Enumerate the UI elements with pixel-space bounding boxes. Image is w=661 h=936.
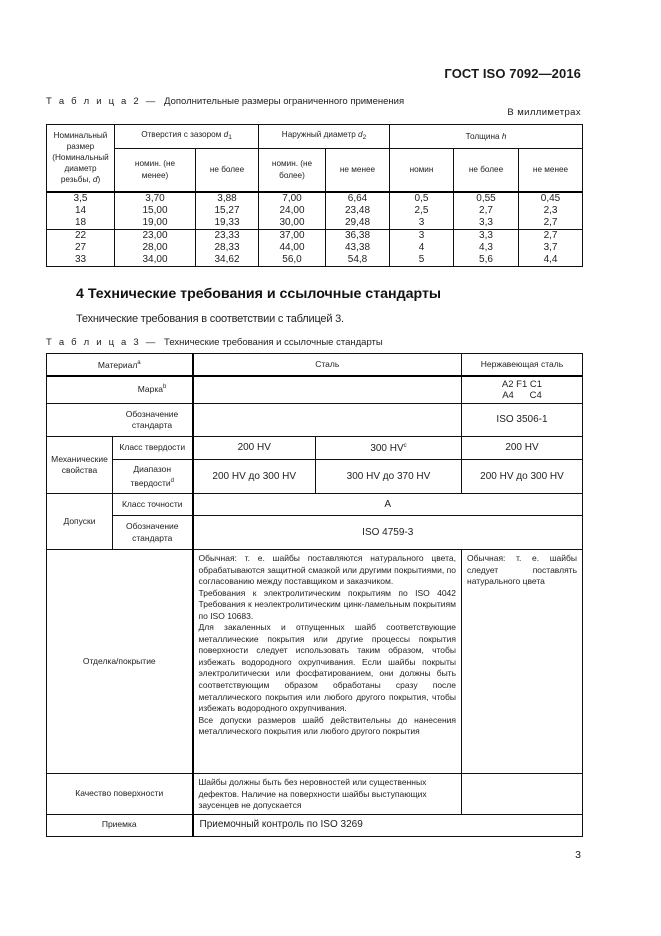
value: 0,45 <box>540 192 561 204</box>
value: 3,3 <box>479 216 493 228</box>
value: 5,6 <box>479 253 493 265</box>
hardness-class-steel-200: 200 HV <box>193 437 316 460</box>
value: 44,00 <box>279 241 305 253</box>
footnote-c: c <box>403 443 407 450</box>
cell-thickness-min <box>519 229 583 266</box>
subheader-hole-nominal: номин. (не менее) <box>115 149 196 192</box>
value: 37,00 <box>279 229 305 241</box>
header-material <box>47 354 193 376</box>
header-outer-text: Наружный диаметр <box>281 130 356 140</box>
value: 0,55 <box>476 192 496 204</box>
value: 24,00 <box>279 204 305 216</box>
header-hole-clearance <box>115 125 259 149</box>
header-thickness <box>390 125 583 149</box>
finish-stainless: Обычная: т. е. шайбы следует поставлять натурального цвета <box>462 550 583 774</box>
finish-paragraph: Обычная: т. е. шайбы поставляются натурального цвета, обрабатываются защитной смазкой или другими покрытиями, по согласованию между поставщиком и заказчиком. <box>198 553 456 587</box>
value: 34,62 <box>214 253 240 265</box>
table3 <box>46 353 583 837</box>
table2-unit-note: В миллиметрах <box>507 107 581 118</box>
cell-thickness-nominal <box>390 192 454 230</box>
cell-hole-max <box>196 192 259 230</box>
value: 34,00 <box>142 253 168 265</box>
value: 5 <box>418 253 425 265</box>
accuracy-class-value: A <box>193 494 583 516</box>
footnote-a: a <box>137 359 141 366</box>
value: 54,8 <box>347 253 368 265</box>
value: 15,00 <box>142 204 168 216</box>
value: 19,33 <box>214 216 240 228</box>
value: 3,88 <box>217 192 237 204</box>
value: 4 <box>418 241 425 253</box>
standard-label: Обозначение стандарта <box>113 404 193 437</box>
header-nominal-size-var: d <box>92 175 98 185</box>
hardness-range-label <box>113 460 193 494</box>
table2-group-1 <box>47 192 583 230</box>
value: 3 <box>418 216 425 228</box>
hardness-range-label-text: Диапазон твердости <box>130 464 172 488</box>
value: 2,5 <box>414 204 429 216</box>
header-hole-var: d <box>223 130 229 140</box>
header-material-text: Материал <box>97 359 138 370</box>
cell-outer-min <box>326 192 390 230</box>
value: 30,00 <box>279 216 305 228</box>
value: 23,00 <box>142 229 168 241</box>
subheader-outer-min: не менее <box>326 149 390 192</box>
cell-thickness-nominal <box>390 229 454 266</box>
value: 18 <box>74 216 87 228</box>
subheader-outer-nominal: номин. (не более) <box>259 149 326 192</box>
header-outer-sub: 2 <box>362 134 367 142</box>
subheader-thickness-min: не менее <box>519 149 583 192</box>
tolerance-standard-label: Обозначение стандарта <box>113 516 193 550</box>
footnote-b: b <box>162 383 167 390</box>
table2-caption-title: Дополнительные размеры ограниченного применения <box>164 96 405 107</box>
value: 56,0 <box>282 253 302 265</box>
cell-thickness-min <box>519 192 583 230</box>
surface-quality-steel: Шайбы должны быть без неровностей или существенных дефектов. Наличие на поверхности шайбы выступающих заусенцев не допускается <box>193 774 462 815</box>
subheader-thickness-nominal: номин <box>390 149 454 192</box>
tolerance-standard-value: ISO 4759-3 <box>193 516 583 550</box>
hardness-class-300-text: 300 HV <box>370 443 404 455</box>
header-stainless: Нержавеющая сталь <box>462 354 583 376</box>
header-thickness-text: Толщина <box>465 131 500 141</box>
section-title: 4 Технические требования и ссылочные стандарты <box>76 286 442 302</box>
table2-caption <box>46 96 404 107</box>
cell-thickness-max <box>454 192 519 230</box>
header-nominal-size-close: ) <box>97 175 101 185</box>
section-intro: Технические требования в соответствии с таблицей 3. <box>76 313 344 325</box>
value: 29,48 <box>344 216 371 228</box>
header-thickness-var: h <box>501 131 507 141</box>
cell-nominal-size <box>47 229 115 266</box>
value: 3,3 <box>479 229 493 241</box>
value: 3,70 <box>145 192 165 204</box>
finish-steel <box>193 550 462 774</box>
grade-stainless-line1: A2 F1 C1 <box>501 378 543 390</box>
value: 2,7 <box>479 204 493 216</box>
value: 2,7 <box>543 229 558 241</box>
hardness-class-stainless: 200 HV <box>462 437 583 460</box>
footnote-d: d <box>170 477 174 484</box>
cell-hole-nominal <box>115 192 196 230</box>
surface-quality-label: Качество поверхности <box>47 774 193 815</box>
value: 19,00 <box>142 216 168 228</box>
finish-paragraph: Все допуски размеров шайб действительны до нанесения металлического покрытия или любого другого покрытия <box>198 714 456 737</box>
table2-group-2 <box>47 229 583 266</box>
table3-caption <box>46 337 383 348</box>
header-outer-var: d <box>358 130 363 140</box>
cell-outer-min <box>326 229 390 266</box>
document-id: ГОСТ ISO 7092—2016 <box>444 66 581 81</box>
standard-spacer <box>47 404 113 437</box>
finish-paragraph: Требования к электролитическим покрытиям по ISO 4042 <box>198 587 456 598</box>
value: 3 <box>418 229 425 241</box>
value: 4,4 <box>543 253 558 265</box>
value: 43,38 <box>344 241 371 253</box>
value: 4,3 <box>479 241 493 253</box>
page-number: 3 <box>575 849 581 861</box>
cell-outer-nominal <box>259 229 326 266</box>
value: 15,27 <box>214 204 240 216</box>
finish-paragraph: Для закаленных и отпущенных шайб соответствующие металлические покрытия или другие процессы покрытия поверхности следует использовать таким образом, чтобы избежать водородного охрупчивания. Если шайбы покрыты электролитически или фосфатированием, они должны быть соответствующим образом обработаны сразу после металлического покрытия или любого другого покрытия, чтобы избежать водородного охрупчивания. <box>198 622 456 714</box>
acceptance-label: Приемка <box>47 814 193 836</box>
value: 36,38 <box>344 229 371 241</box>
finish-paragraph: Требования к неэлектролитическим цинк-ламельным покрытиям по ISO 10683. <box>198 599 456 621</box>
grade-steel <box>193 376 462 404</box>
header-outer-diameter <box>259 125 390 149</box>
value: 27 <box>74 241 87 253</box>
value: 23,48 <box>344 204 371 216</box>
value: 28,00 <box>142 241 168 253</box>
tolerances-group-label: Допуски <box>47 494 113 550</box>
hardness-range-steel-200: 200 HV до 300 HV <box>193 460 316 494</box>
finish-label: Отделка/покрытие <box>47 550 193 774</box>
grade-stainless-line2: A4 C4 <box>502 389 542 401</box>
surface-quality-stainless <box>462 774 583 815</box>
cell-nominal-size <box>47 192 115 230</box>
cell-hole-nominal <box>115 229 196 266</box>
value: 6,64 <box>347 192 368 204</box>
acceptance-value: Приемочный контроль по ISO 3269 <box>193 814 583 836</box>
accuracy-class-label: Класс точности <box>113 494 193 516</box>
table3-caption-prefix: Т а б л и ц а 3 — <box>46 337 158 348</box>
hardness-class-label: Класс твердости <box>113 437 193 460</box>
subheader-thickness-max: не более <box>454 149 519 192</box>
header-hole-text: Отверстия с зазором <box>141 130 222 140</box>
mechanical-group-label: Механические свойства <box>47 437 113 494</box>
header-hole-sub: 1 <box>228 134 232 142</box>
cell-thickness-max <box>454 229 519 266</box>
grade-label-text: Марка <box>137 383 163 394</box>
value: 7,00 <box>282 192 302 204</box>
grade-label <box>113 376 193 404</box>
header-nominal-size <box>47 125 115 192</box>
value: 14 <box>74 204 87 216</box>
cell-outer-nominal <box>259 192 326 230</box>
value: 2,7 <box>543 216 558 228</box>
standard-stainless: ISO 3506-1 <box>462 404 583 437</box>
header-nominal-size-text: Номинальный размер (Номинальный диаметр резьбы, <box>52 131 109 185</box>
value: 33 <box>74 253 87 265</box>
hardness-class-steel-300 <box>316 437 462 460</box>
value: 2,3 <box>543 204 558 216</box>
subheader-hole-max: не более <box>196 149 259 192</box>
hardness-range-steel-300: 300 HV до 370 HV <box>316 460 462 494</box>
value: 3,7 <box>543 241 558 253</box>
value: 28,33 <box>214 241 240 253</box>
table2 <box>46 124 583 267</box>
grade-stainless <box>462 376 583 404</box>
header-steel: Сталь <box>193 354 462 376</box>
table3-caption-title: Технические требования и ссылочные стандарты <box>164 337 383 348</box>
value: 0,5 <box>414 192 429 204</box>
table2-caption-prefix: Т а б л и ц а 2 — <box>46 96 158 107</box>
value: 23,33 <box>214 229 240 241</box>
hardness-range-stainless: 200 HV до 300 HV <box>462 460 583 494</box>
standard-steel <box>193 404 462 437</box>
value: 3,5 <box>73 192 88 204</box>
grade-spacer <box>47 376 113 404</box>
cell-hole-max <box>196 229 259 266</box>
value: 22 <box>74 229 87 241</box>
